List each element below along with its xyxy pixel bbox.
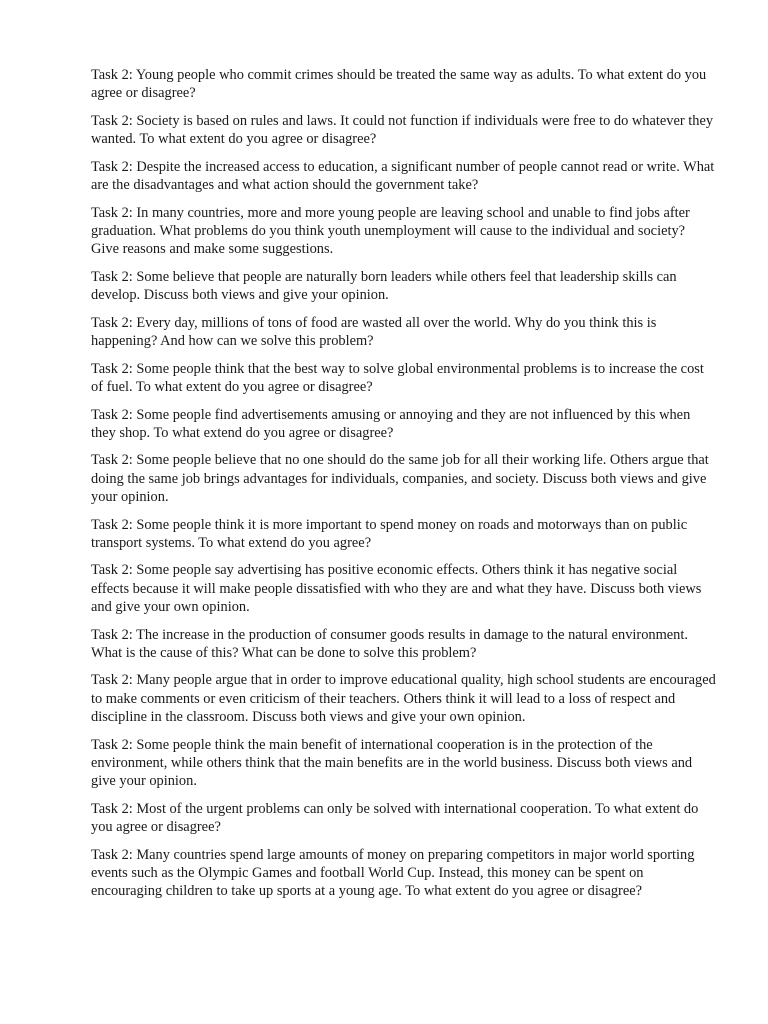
task-paragraph-1: Task 2: Young people who commit crimes should be treated the same way as adults. To what extent do you agree or disagree? — [91, 67, 707, 102]
task-paragraph-11: Task 2: Some people say advertising has positive economic effects. Others think it has negative social effects because it will make people dissatisfied with who they are and what they have. Discuss both views and give your own opinion. — [91, 562, 702, 615]
task-paragraph-6: Task 2: Every day, millions of tons of food are wasted all over the world. Why do you think this is happening? And how can we solve this problem? — [91, 314, 657, 349]
document-page — [91, 66, 716, 910]
task-paragraph-14: Task 2: Some people think the main benefit of international cooperation is in the protection of the environment, while others think that the main benefits are in the world business. Discuss both views and give your opinion. — [91, 736, 693, 789]
task-paragraph-8: Task 2: Some people find advertisements amusing or annoying and they are not influenced by this when they shop. To what extend do you agree or disagree? — [91, 406, 691, 441]
task-paragraph-10: Task 2: Some people think it is more important to spend money on roads and motorways than on public transport systems. To what extend do you agree? — [91, 516, 688, 551]
task-paragraph-13: Task 2: Many people argue that in order to improve educational quality, high school students are encouraged to make comments or even criticism of their teachers. Others think it will lead to a loss of respect and discipline in the classroom. Discuss both views and give your own opinion. — [91, 672, 716, 725]
task-paragraph-4: Task 2: In many countries, more and more young people are leaving school and unable to find jobs after graduation. What problems do you think youth unemployment will cause to the individual and society? Give reasons and make some suggestions. — [91, 204, 690, 258]
task-paragraph-15: Task 2: Most of the urgent problems can only be solved with international cooperation. To what extent do you agree or disagree? — [91, 800, 699, 835]
task-paragraph-9: Task 2: Some people believe that no one should do the same job for all their working life. Others argue that doing the same job brings advantages for individuals, companies, and society. Discuss both views and give your opinion. — [91, 452, 709, 505]
task-paragraph-3: Task 2: Despite the increased access to education, a significant number of people cannot read or write. What are the disadvantages and what action should the government take? — [91, 158, 715, 194]
task-paragraph-2: Task 2: Society is based on rules and laws. It could not function if individuals were free to do whatever they wanted. To what extent do you agree or disagree? — [91, 112, 714, 148]
task-paragraph-12: Task 2: The increase in the production of consumer goods results in damage to the natural environment. What is the cause of this? What can be done to solve this problem? — [91, 626, 688, 661]
task-paragraph-5: Task 2: Some believe that people are naturally born leaders while others feel that leadership skills can develop. Discuss both views and give your opinion. — [91, 268, 677, 304]
task-paragraph-16: Task 2: Many countries spend large amounts of money on preparing competitors in major world sporting events such as the Olympic Games and football World Cup. Instead, this money can be spent on encouraging children to take up sports at a young age. To what extent do you agree or disagree? — [91, 846, 695, 900]
task-paragraph-7: Task 2: Some people think that the best way to solve global environmental problems is to increase the cost of fuel. To what extent do you agree or disagree? — [91, 360, 704, 395]
